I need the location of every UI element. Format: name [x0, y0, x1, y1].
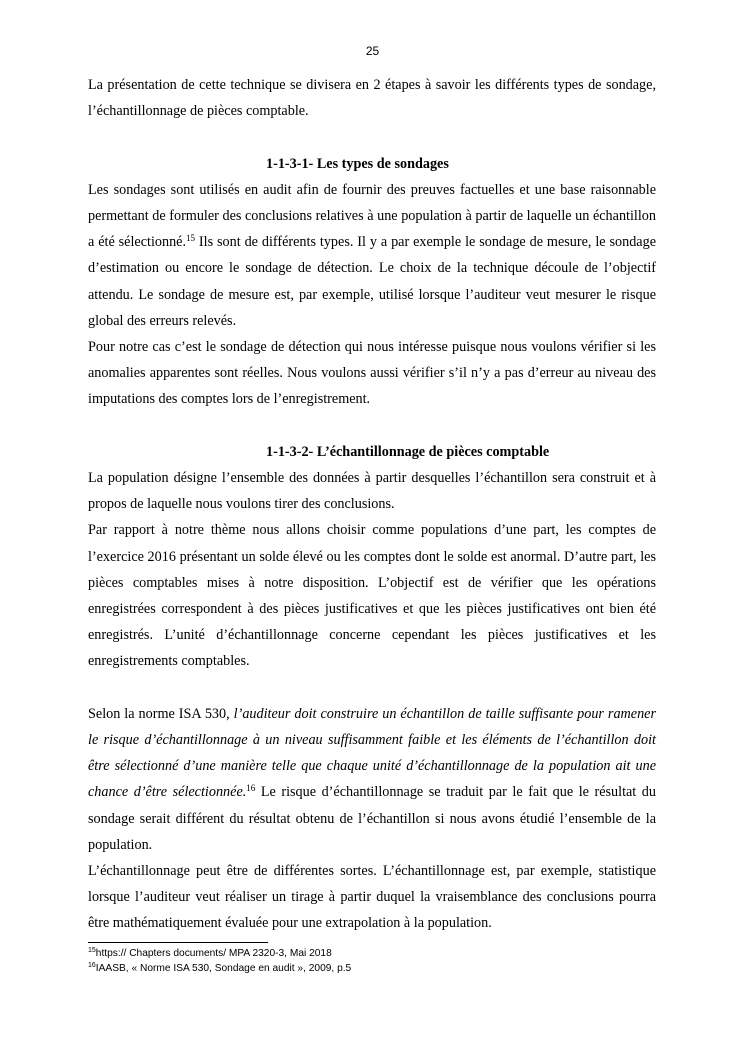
section-heading-echantillonnage: 1-1-3-2- L’échantillonnage de pièces comptable: [266, 443, 550, 460]
footnote-ref-16: 16: [246, 783, 256, 794]
footnotes: [88, 942, 656, 976]
intro-paragraph: La présentation de cette technique se divisera en 2 étapes à savoir les différents types de sondage, l’échantillonnage de pièces comptable.: [88, 77, 656, 120]
paragraph-isa-530: [88, 701, 656, 858]
paragraph-text: Ils sont de différents types. Il y a par exemple le sondage de mesure, le sondage d’estimation ou encore le sondage de détection. Le choix de la technique découle de l’objectif attendu. Le sondage de mesure est, par exemple, utilisé lorsque l’auditeur veut mesurer le risque global des erreurs relevés.: [88, 234, 656, 329]
footnote-text: https:// Chapters documents/ MPA 2320-3, Mai 2018: [95, 948, 332, 959]
footnote-number: 15: [88, 947, 96, 954]
paragraph-populations-choisies: Par rapport à notre thème nous allons choisir comme populations d’une part, les comptes de l’exercice 2016 présentant un solde élevé ou les comptes dont le solde est anormal. D’autre part, les pièces comptables mises à notre disposition. L’objectif est de vérifier que les opérations enregistrées correspondent à des pièces justificatives et que les pièces justificatives ont bien été enregistrés. L’unité d’échantillonnage concerne cependant les pièces justificatives et les enregistrements comptables.: [88, 522, 656, 670]
footnote-text: IAASB, « Norme ISA 530, Sondage en audit », 2009, p.5: [95, 963, 352, 974]
footnote-16: [88, 961, 656, 976]
page-number: 25: [365, 44, 380, 58]
footnote-ref-15: 15: [186, 233, 196, 244]
paragraph-text: Les sondages sont utilisés en audit afin de fournir des preuves factuelles et une base raisonnable permettant de formuler des conclusions relatives à une population à partir de laquelle un échantillon a été sélectionné.: [88, 181, 656, 251]
isa-quote: l’auditeur doit construire un échantillon de taille suffisante pour ramener le risque d’échantillonnage à un niveau suffisamment faible et les éléments de l’échantillon doit être sélectionné d’une manière telle que chaque unité d’échantillonnage de la population ait une chance d’être sélectionnée.: [88, 705, 656, 801]
section-heading-types-sondages: 1-1-3-1- Les types de sondages: [266, 155, 449, 172]
paragraph-sondage-detection: Pour notre cas c’est le sondage de détection qui nous intéresse puisque nous voulons vérifier si les anomalies apparentes sont réelles. Nous voulons aussi vérifier s’il n’y a pas d’erreur au niveau des imputations des comptes lors de l’enregistrement.: [88, 339, 656, 408]
footnote-15: [88, 946, 656, 961]
footnote-number: 16: [88, 962, 96, 969]
paragraph-types-echantillonnage: L’échantillonnage peut être de différentes sortes. L’échantillonnage est, par exemple, statistique lorsque l’auditeur veut réaliser un tirage à partir duquel la vraisemblance des conclusions pourra être mathématiquement évaluée pour une extrapolation à la population.: [88, 863, 656, 932]
paragraph-text: Le risque d’échantillonnage se traduit par le fait que le résultat du sondage serait différent du résultat obtenu de l’échantillon si nous avons étudié l’ensemble de la population.: [88, 784, 656, 853]
footnote-separator: [88, 942, 268, 943]
paragraph-population: La population désigne l’ensemble des données à partir desquelles l’échantillon sera construit et à propos de laquelle nous voulons tirer des conclusions.: [88, 470, 656, 513]
paragraph-text: Selon la norme ISA 530,: [88, 705, 234, 722]
body-text: [88, 72, 656, 937]
paragraph-sondages-definition: [88, 177, 656, 334]
